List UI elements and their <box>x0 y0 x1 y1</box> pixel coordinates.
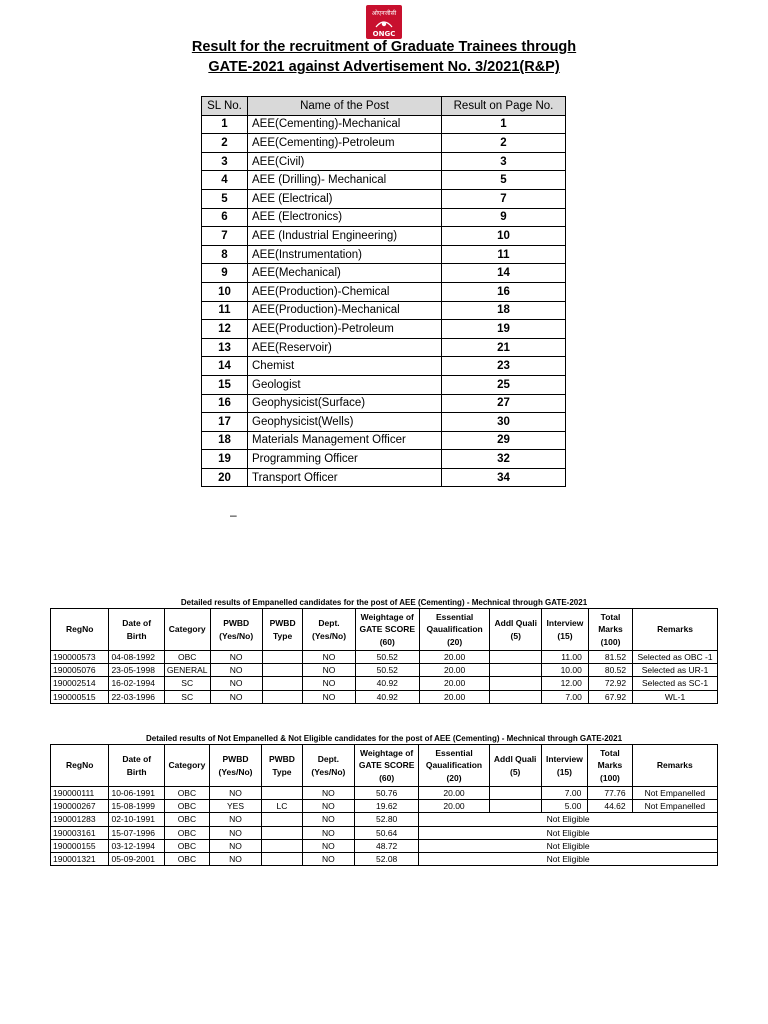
dept-cell: NO <box>303 664 355 677</box>
pwbd-cell: NO <box>209 813 261 826</box>
category-cell: SC <box>164 690 210 703</box>
sl-no-cell: 15 <box>202 375 248 394</box>
post-name-cell: AEE(Civil) <box>248 152 442 171</box>
ongc-emblem-icon <box>366 5 402 39</box>
index-row <box>202 189 566 208</box>
not-empanelled-table-body <box>51 787 718 866</box>
page-no-cell: 18 <box>442 301 566 320</box>
result-header-cell: Interview (15) <box>541 745 588 787</box>
table-row-ineligible <box>51 826 718 839</box>
regno-cell: 190003161 <box>51 826 109 839</box>
remarks-cell: Selected as SC-1 <box>633 677 718 690</box>
index-row <box>202 264 566 283</box>
result-header-cell: Remarks <box>633 609 718 651</box>
gate-score-cell: 40.92 <box>355 690 419 703</box>
empanelled-caption: Detailed results of Empanelled candidates for the post of AEE (Cementing) - Mechnical through GATE-2021 <box>180 598 588 607</box>
not-eligible-cell: Not Eligible <box>419 813 718 826</box>
total-marks-cell: 67.92 <box>588 690 632 703</box>
index-row <box>202 245 566 264</box>
sl-no-cell: 3 <box>202 152 248 171</box>
essential-qual-cell: 20.00 <box>419 651 490 664</box>
not-eligible-cell: Not Eligible <box>419 852 718 865</box>
table-row <box>51 651 718 664</box>
dept-cell: NO <box>302 852 354 865</box>
pwbd-type-cell: LC <box>262 800 303 813</box>
sl-no-cell: 17 <box>202 413 248 432</box>
page-no-cell: 25 <box>442 375 566 394</box>
sl-no-cell: 12 <box>202 320 248 339</box>
result-header-cell: PWBD Type <box>262 745 303 787</box>
index-row <box>202 152 566 171</box>
index-row <box>202 450 566 469</box>
pwbd-type-cell <box>262 839 303 852</box>
result-header-cell: Essential Qaualification (20) <box>419 745 490 787</box>
regno-cell: 190005076 <box>51 664 109 677</box>
pwbd-type-cell <box>262 664 303 677</box>
header-page-no: Result on Page No. <box>442 97 566 116</box>
page-no-cell: 32 <box>442 450 566 469</box>
ongc-logo <box>366 5 402 39</box>
dept-cell: NO <box>302 839 354 852</box>
remarks-cell: Selected as UR-1 <box>633 664 718 677</box>
dept-cell: NO <box>302 813 354 826</box>
page-no-cell: 27 <box>442 394 566 413</box>
empanelled-results-table <box>50 608 718 704</box>
table-row-ineligible <box>51 813 718 826</box>
category-cell: OBC <box>164 839 209 852</box>
pwbd-cell: NO <box>210 677 262 690</box>
dob-cell: 03-12-1994 <box>109 839 165 852</box>
gate-score-cell: 50.76 <box>355 787 419 800</box>
index-row <box>202 338 566 357</box>
result-header-cell: Interview (15) <box>542 609 589 651</box>
index-row <box>202 413 566 432</box>
result-header-cell: PWBD (Yes/No) <box>210 609 262 651</box>
interview-cell: 10.00 <box>542 664 589 677</box>
sl-no-cell: 1 <box>202 115 248 134</box>
index-row <box>202 394 566 413</box>
addl-qual-cell <box>490 690 542 703</box>
pwbd-type-cell <box>262 852 303 865</box>
header-post-name: Name of the Post <box>248 97 442 116</box>
essential-qual-cell: 20.00 <box>419 800 490 813</box>
dept-cell: NO <box>303 651 355 664</box>
essential-qual-cell: 20.00 <box>419 690 490 703</box>
post-name-cell: AEE(Instrumentation) <box>248 245 442 264</box>
sl-no-cell: 14 <box>202 357 248 376</box>
result-header-cell: Category <box>164 745 209 787</box>
pwbd-type-cell <box>262 813 303 826</box>
index-row <box>202 431 566 450</box>
category-cell: OBC <box>164 651 210 664</box>
sl-no-cell: 19 <box>202 450 248 469</box>
gate-score-cell: 40.92 <box>355 677 419 690</box>
result-header-cell: PWBD Type <box>262 609 303 651</box>
result-header-cell: Addl Quali (5) <box>490 609 542 651</box>
index-row <box>202 171 566 190</box>
post-name-cell: Programming Officer <box>248 450 442 469</box>
sl-no-cell: 2 <box>202 134 248 153</box>
interview-cell: 12.00 <box>542 677 589 690</box>
total-marks-cell: 44.62 <box>588 800 632 813</box>
pwbd-type-cell <box>262 787 303 800</box>
index-row <box>202 115 566 134</box>
total-marks-cell: 80.52 <box>588 664 632 677</box>
gate-score-cell: 50.52 <box>355 664 419 677</box>
pwbd-cell: YES <box>209 800 261 813</box>
result-header-cell: Remarks <box>632 745 717 787</box>
result-header-cell: Category <box>164 609 210 651</box>
page-no-cell: 19 <box>442 320 566 339</box>
pwbd-cell: NO <box>210 664 262 677</box>
not-empanelled-caption: Detailed results of Not Empanelled & Not Eligible candidates for the post of AEE (Cementing) - Mechnical through GATE-2021 <box>145 734 623 743</box>
table-row <box>51 664 718 677</box>
dob-cell: 15-08-1999 <box>109 800 165 813</box>
post-name-cell: AEE(Cementing)-Petroleum <box>248 134 442 153</box>
regno-cell: 190000155 <box>51 839 109 852</box>
sl-no-cell: 5 <box>202 189 248 208</box>
not-empanelled-results-table <box>50 744 718 866</box>
table-row <box>51 800 718 813</box>
dept-cell: NO <box>302 787 354 800</box>
category-cell: OBC <box>164 800 209 813</box>
addl-qual-cell <box>490 651 542 664</box>
result-header-cell: Essential Qaualification (20) <box>419 609 490 651</box>
pwbd-cell: NO <box>209 787 261 800</box>
gate-score-cell: 52.08 <box>355 852 419 865</box>
page-title-line1: Result for the recruitment of Graduate Trainees through <box>191 39 577 55</box>
post-name-cell: AEE (Electrical) <box>248 189 442 208</box>
category-cell: GENERAL <box>164 664 210 677</box>
result-header-cell: Dept. (Yes/No) <box>302 745 354 787</box>
sl-no-cell: 4 <box>202 171 248 190</box>
pwbd-type-cell <box>262 826 303 839</box>
gate-score-cell: 19.62 <box>355 800 419 813</box>
index-row <box>202 227 566 246</box>
post-name-cell: AEE(Cementing)-Mechanical <box>248 115 442 134</box>
page-no-cell: 3 <box>442 152 566 171</box>
page-no-cell: 9 <box>442 208 566 227</box>
logo-brand-text: ONGC <box>372 30 396 38</box>
category-cell: OBC <box>164 787 209 800</box>
pwbd-type-cell <box>262 690 303 703</box>
post-name-cell: AEE(Production)-Mechanical <box>248 301 442 320</box>
result-header-cell: Date of Birth <box>109 745 165 787</box>
page-no-cell: 1 <box>442 115 566 134</box>
dash-mark: – <box>230 508 237 522</box>
pwbd-cell: NO <box>209 852 261 865</box>
post-index-table <box>201 96 566 487</box>
logo-flame-dot <box>382 22 386 26</box>
dob-cell: 05-09-2001 <box>109 852 165 865</box>
sl-no-cell: 11 <box>202 301 248 320</box>
empanelled-header-row <box>51 609 718 651</box>
interview-cell: 5.00 <box>541 800 588 813</box>
table-row-ineligible <box>51 839 718 852</box>
interview-cell: 7.00 <box>541 787 588 800</box>
index-table-body <box>202 115 566 487</box>
index-row <box>202 468 566 487</box>
page-no-cell: 5 <box>442 171 566 190</box>
remarks-cell: WL-1 <box>633 690 718 703</box>
index-row <box>202 282 566 301</box>
page-no-cell: 11 <box>442 245 566 264</box>
remarks-cell: Selected as OBC -1 <box>633 651 718 664</box>
page-no-cell: 7 <box>442 189 566 208</box>
total-marks-cell: 72.92 <box>588 677 632 690</box>
regno-cell: 190000515 <box>51 690 109 703</box>
interview-cell: 7.00 <box>542 690 589 703</box>
page-no-cell: 23 <box>442 357 566 376</box>
post-name-cell: AEE (Industrial Engineering) <box>248 227 442 246</box>
pwbd-cell: NO <box>209 839 261 852</box>
pwbd-cell: NO <box>210 651 262 664</box>
page-no-cell: 21 <box>442 338 566 357</box>
not-empanelled-header-row <box>51 745 718 787</box>
index-row <box>202 301 566 320</box>
empanelled-table-body <box>51 651 718 704</box>
addl-qual-cell <box>489 787 541 800</box>
sl-no-cell: 20 <box>202 468 248 487</box>
page-no-cell: 16 <box>442 282 566 301</box>
pwbd-type-cell <box>262 677 303 690</box>
dept-cell: NO <box>303 677 355 690</box>
index-header-row <box>202 97 566 116</box>
result-header-cell: Date of Birth <box>109 609 164 651</box>
not-eligible-cell: Not Eligible <box>419 826 718 839</box>
page-no-cell: 34 <box>442 468 566 487</box>
regno-cell: 190001321 <box>51 852 109 865</box>
result-header-cell: Dept. (Yes/No) <box>303 609 355 651</box>
addl-qual-cell <box>490 664 542 677</box>
sl-no-cell: 8 <box>202 245 248 264</box>
addl-qual-cell <box>490 677 542 690</box>
category-cell: OBC <box>164 826 209 839</box>
result-header-cell: Addl Quali (5) <box>489 745 541 787</box>
pwbd-type-cell <box>262 651 303 664</box>
remarks-cell: Not Empanelled <box>632 800 717 813</box>
gate-score-cell: 50.52 <box>355 651 419 664</box>
regno-cell: 190002514 <box>51 677 109 690</box>
dob-cell: 15-07-1996 <box>109 826 165 839</box>
result-header-cell: Weightage of GATE SCORE (60) <box>355 609 419 651</box>
sl-no-cell: 13 <box>202 338 248 357</box>
result-header-cell: Weightage of GATE SCORE (60) <box>355 745 419 787</box>
post-name-cell: Geophysicist(Surface) <box>248 394 442 413</box>
sl-no-cell: 10 <box>202 282 248 301</box>
header-sl-no: SL No. <box>202 97 248 116</box>
index-row <box>202 320 566 339</box>
essential-qual-cell: 20.00 <box>419 664 490 677</box>
post-name-cell: AEE (Electronics) <box>248 208 442 227</box>
post-name-cell: AEE(Production)-Petroleum <box>248 320 442 339</box>
sl-no-cell: 16 <box>202 394 248 413</box>
sl-no-cell: 6 <box>202 208 248 227</box>
post-name-cell: Transport Officer <box>248 468 442 487</box>
post-name-cell: AEE(Mechanical) <box>248 264 442 283</box>
dob-cell: 16-02-1994 <box>109 677 164 690</box>
addl-qual-cell <box>489 800 541 813</box>
total-marks-cell: 81.52 <box>588 651 632 664</box>
essential-qual-cell: 20.00 <box>419 677 490 690</box>
interview-cell: 11.00 <box>542 651 589 664</box>
pwbd-cell: NO <box>210 690 262 703</box>
dept-cell: NO <box>302 800 354 813</box>
table-row <box>51 690 718 703</box>
index-row <box>202 375 566 394</box>
dob-cell: 22-03-1996 <box>109 690 164 703</box>
post-name-cell: Geologist <box>248 375 442 394</box>
dob-cell: 23-05-1998 <box>109 664 164 677</box>
not-eligible-cell: Not Eligible <box>419 839 718 852</box>
sl-no-cell: 7 <box>202 227 248 246</box>
category-cell: OBC <box>164 852 209 865</box>
result-header-cell: Total Marks (100) <box>588 745 632 787</box>
index-row <box>202 134 566 153</box>
result-header-cell: PWBD (Yes/No) <box>209 745 261 787</box>
dept-cell: NO <box>303 690 355 703</box>
sl-no-cell: 9 <box>202 264 248 283</box>
category-cell: SC <box>164 677 210 690</box>
post-name-cell: Chemist <box>248 357 442 376</box>
regno-cell: 190000111 <box>51 787 109 800</box>
table-row <box>51 787 718 800</box>
pwbd-cell: NO <box>209 826 261 839</box>
post-name-cell: Geophysicist(Wells) <box>248 413 442 432</box>
gate-score-cell: 50.64 <box>355 826 419 839</box>
gate-score-cell: 48.72 <box>355 839 419 852</box>
index-row <box>202 208 566 227</box>
essential-qual-cell: 20.00 <box>419 787 490 800</box>
page-no-cell: 30 <box>442 413 566 432</box>
remarks-cell: Not Empanelled <box>632 787 717 800</box>
logo-hindi-text: ओएनजीसी <box>371 10 397 17</box>
result-header-cell: Total Marks (100) <box>588 609 632 651</box>
dob-cell: 04-08-1992 <box>109 651 164 664</box>
gate-score-cell: 52.80 <box>355 813 419 826</box>
page-no-cell: 10 <box>442 227 566 246</box>
index-row <box>202 357 566 376</box>
page-no-cell: 29 <box>442 431 566 450</box>
post-name-cell: Materials Management Officer <box>248 431 442 450</box>
table-row-ineligible <box>51 852 718 865</box>
dob-cell: 02-10-1991 <box>109 813 165 826</box>
post-name-cell: AEE(Production)-Chemical <box>248 282 442 301</box>
post-name-cell: AEE(Reservoir) <box>248 338 442 357</box>
dept-cell: NO <box>302 826 354 839</box>
page-no-cell: 2 <box>442 134 566 153</box>
total-marks-cell: 77.76 <box>588 787 632 800</box>
sl-no-cell: 18 <box>202 431 248 450</box>
page-title-line2: GATE-2021 against Advertisement No. 3/2021(R&P) <box>208 59 560 75</box>
post-name-cell: AEE (Drilling)- Mechanical <box>248 171 442 190</box>
regno-cell: 190000267 <box>51 800 109 813</box>
result-header-cell: RegNo <box>51 745 109 787</box>
dob-cell: 10-06-1991 <box>109 787 165 800</box>
page-no-cell: 14 <box>442 264 566 283</box>
regno-cell: 190000573 <box>51 651 109 664</box>
regno-cell: 190001283 <box>51 813 109 826</box>
table-row <box>51 677 718 690</box>
category-cell: OBC <box>164 813 209 826</box>
result-header-cell: RegNo <box>51 609 109 651</box>
